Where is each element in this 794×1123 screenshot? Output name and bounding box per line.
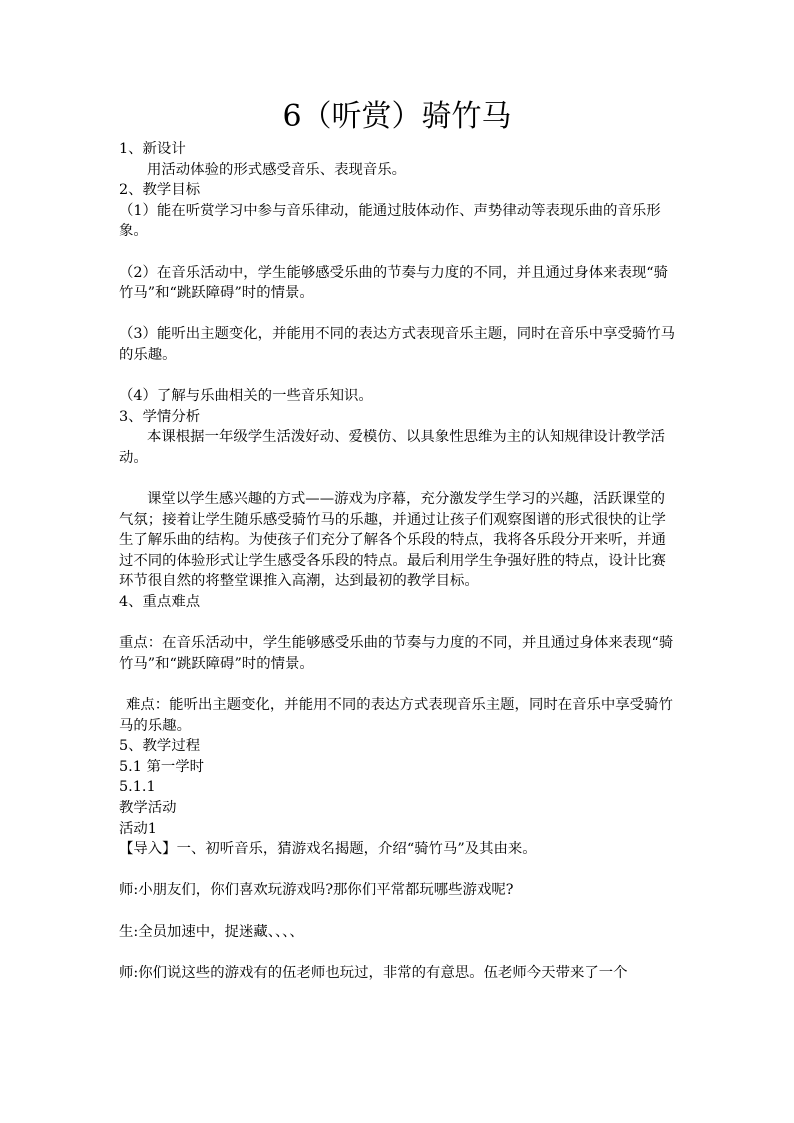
activity-1-label: 活动1 [119, 820, 157, 837]
dialogue-student-1: 生:全员加速中，捉迷藏、、、、 [119, 923, 304, 940]
section-heading-new-design: 1、新设计 [119, 141, 186, 157]
blank-line [119, 901, 675, 922]
blank-line [119, 366, 675, 387]
activity-label: 教学活动 [119, 800, 177, 816]
blank-line [119, 469, 675, 490]
blank-line [119, 942, 675, 963]
section-heading-process: 5、教学过程 [119, 738, 201, 755]
section-heading-goals: 2、教学目标 [119, 182, 201, 199]
subsection-number: 5.1.1 [119, 779, 156, 796]
goal-item-3: （3）能听出主题变化，并能用不同的表达方式表现音乐主题，同时在音乐中享受骑竹马的乐趣。 [119, 326, 676, 363]
paragraph-intro: 【导入】一、初听音乐，猜游戏名揭题，介绍“骑竹马”及其由来。 [119, 841, 537, 858]
section-heading-key-points: 4、重点难点 [119, 594, 201, 611]
document-title: 6（听赏）骑竹马 [282, 99, 512, 134]
blank-line [119, 860, 675, 881]
dialogue-teacher-1: 师:小朋友们，你们喜欢玩游戏吗?那你们平常都玩哪些游戏呢? [119, 882, 514, 899]
paragraph-difficult-point: 难点：能听出主题变化，并能用不同的表达方式表现音乐主题，同时在音乐中享受骑竹马的乐趣。 [119, 697, 673, 734]
dialogue-teacher-2: 师:你们说这些的游戏有的伍老师也玩过，非常的有意思。伍老师今天带来了一个 [119, 964, 628, 981]
goal-item-1: （1）能在听赏学习中参与音乐律动，能通过肢体动作、声势律动等表现乐曲的音乐形象。 [119, 202, 661, 240]
goal-item-2: （2）在音乐活动中，学生能够感受乐曲的节奏与力度的不同，并且通过身体来表现“骑竹马”和“跳跃障碍”时的情景。 [119, 264, 668, 302]
blank-line [119, 304, 675, 325]
blank-line [119, 613, 675, 634]
goal-item-4: （4）了解与乐曲相关的一些音乐知识。 [119, 388, 373, 405]
blank-line [119, 242, 675, 263]
paragraph-analysis-2: 课堂以学生感兴趣的方式——游戏为序幕，充分激发学生学习的兴趣，活跃课堂的气氛；接着让学生随乐感受骑竹马的乐趣，并通过让孩子们观察图谱的形式很快的让学生了解乐曲的结构。为使孩子们充分了解各个乐段的特点，我将各乐段分开来听，并通过不同的体验形式让学生感受各乐段的特点。最后利用学生争强好胜的特点，设计比赛环节很自然的将整堂课推入高潮，达到最初的教学目标。 [119, 491, 666, 590]
blank-line [119, 674, 675, 695]
paragraph-analysis-1: 本课根据一年级学生活泼好动、爱模仿、以具象性思维为主的认知规律设计教学活动。 [119, 429, 666, 466]
subsection-first-lesson: 5.1 第一学时 [119, 758, 205, 775]
paragraph-new-design: 用活动体验的形式感受音乐、表现音乐。 [147, 161, 407, 178]
section-heading-analysis: 3、学情分析 [119, 408, 201, 425]
paragraph-key-point: 重点：在音乐活动中，学生能够感受乐曲的节奏与力度的不同，并且通过身体来表现“骑竹马”和“跳跃障碍”时的情景。 [119, 635, 674, 672]
document-body [119, 139, 675, 983]
